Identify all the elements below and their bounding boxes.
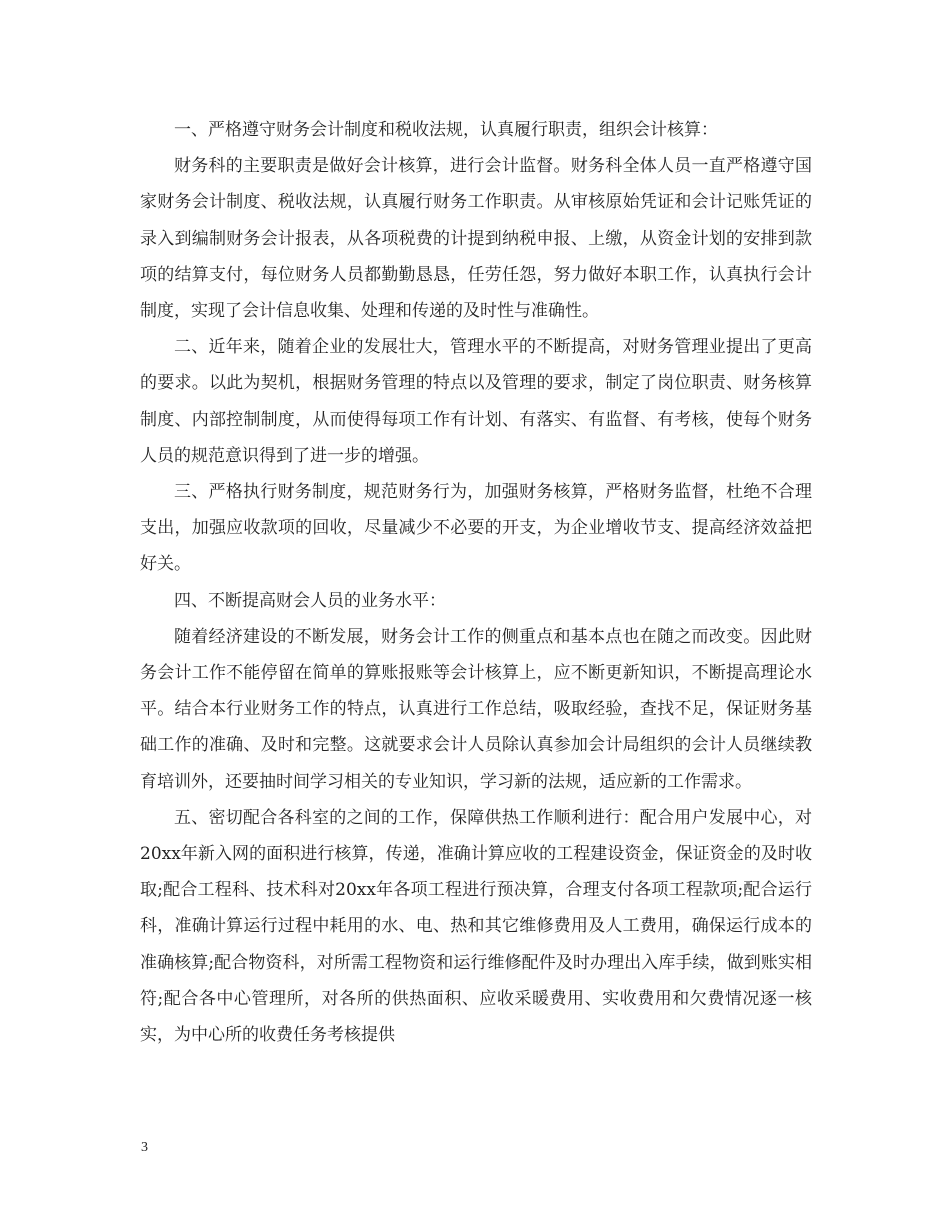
paragraph: 二、近年来，随着企业的发展壮大，管理水平的不断提高，对财务管理业提出了更高的要求。以此为契机，根据财务管理的特点以及管理的要求，制定了岗位职责、财务核算制度、内部控制制度，从而使得每项工作有计划、有落实、有监督、有考核，使每个财务人员的规范意识得到了进一步的增强。 <box>140 337 812 466</box>
section-heading-4: 四、不断提高财会人员的业务水平： <box>174 590 446 611</box>
page-number: 3 <box>141 1140 148 1155</box>
paragraph: 五、密切配合各科室的之间的工作，保障供热工作顺利进行：配合用户发展中心，对20xx年新入网的面积进行核算，传递，准确计算应收的工程建设资金，保证资金的及时收取;配合工程科、技术科对20xx年各项工程进行预决算，合理支付各项工程款项;配合运行科，准确计算运行过程中耗用的水、电、热和其它维修费用及人工费用，确保运行成本的准确核算;配合物资科，对所需工程物资和运行维修配件及时办理出入库手续，做到账实相符;配合各中心管理所，对各所的供热面积、应收采暖费用、实收费用和欠费情况逐一核实，为中心所的收费任务考核提供 <box>140 807 812 1046</box>
section-heading-1: 一、严格遵守财务会计制度和税收法规，认真履行职责，组织会计核算： <box>174 120 718 140</box>
paragraph: 三、严格执行财务制度，规范财务行为，加强财务核算，严格财务监督，杜绝不合理支出，加强应收款项的回收，尽量减少不必要的开支，为企业增收节支、提高经济效益把好关。 <box>140 482 812 575</box>
paragraph: 财务科的主要职责是做好会计核算，进行会计监督。财务科全体人员一直严格遵守国家财务会计制度、税收法规，认真履行财务工作职责。从审核原始凭证和会计记账凭证的录入到编制财务会计报表，从各项税费的计提到纳税申报、上缴，从资金计划的安排到款项的结算支付，每位财务人员都勤勤恳恳，任劳任怨，努力做好本职工作，认真执行会计制度，实现了会计信息收集、处理和传递的及时性与准确性。 <box>140 156 812 322</box>
document-body <box>140 112 812 1053</box>
paragraph: 随着经济建设的不断发展，财务会计工作的侧重点和基本点也在随之而改变。因此财务会计工作不能停留在简单的算账报账等会计核算上，应不断更新知识，不断提高理论水平。结合本行业财务工作的特点，认真进行工作总结，吸取经验，查找不足，保证财务基础工作的准确、及时和完整。这就要求会计人员除认真参加会计局组织的会计人员继续教育培训外，还要抽时间学习相关的专业知识，学习新的法规，适应新的工作需求。 <box>140 626 812 792</box>
